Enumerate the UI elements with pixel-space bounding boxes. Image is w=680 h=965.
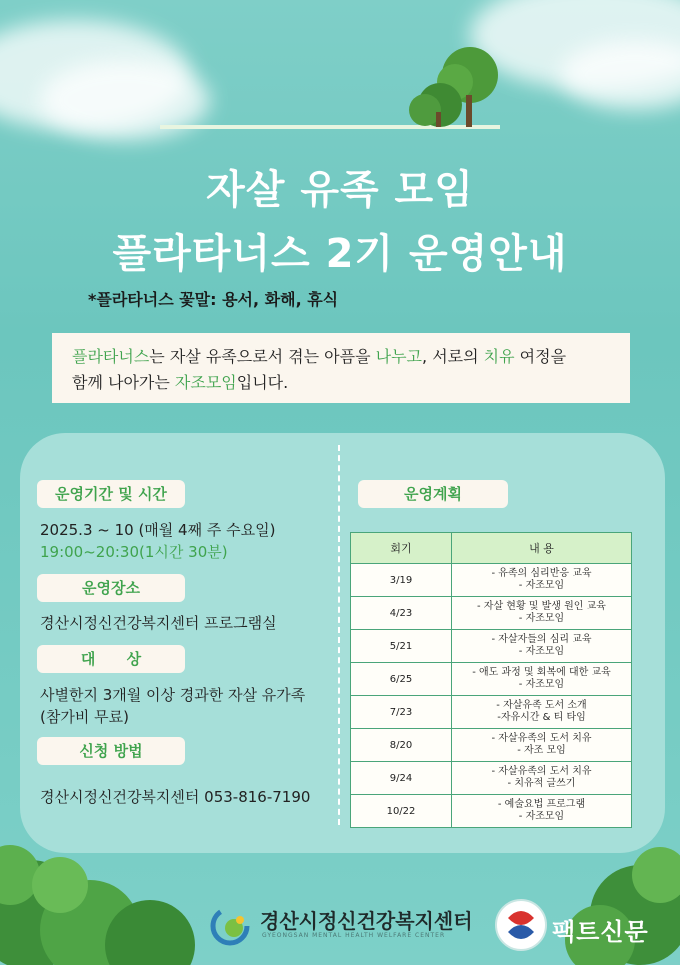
- table-row: [351, 564, 632, 597]
- page-title-line2: 플라타너스 2기 운영안내: [112, 231, 568, 277]
- row-date: 3/19: [351, 564, 452, 597]
- intro-text: 입니다.: [236, 373, 289, 392]
- center-name-en: GYEONGSAN MENTAL HEALTH WELFARE CENTER: [262, 932, 446, 939]
- intro-text: 여정을: [514, 347, 567, 366]
- row-date: 9/24: [351, 762, 452, 795]
- plan-table-header: [351, 533, 632, 564]
- press-name: 팩트신문: [552, 918, 649, 946]
- row-date: 5/21: [351, 630, 452, 663]
- table-row: [351, 663, 632, 696]
- intro-highlight-selfhelp: 자조모임: [174, 373, 237, 392]
- tree-illustration: [160, 40, 530, 135]
- table-row: [351, 795, 632, 828]
- row-content: - 자살유족의 도서 치유 - 치유적 글쓰기: [452, 762, 632, 795]
- target-label: 대 상: [37, 645, 185, 673]
- intro-highlight-share: 나누고: [375, 347, 423, 366]
- intro-highlight-healing: 치유: [483, 347, 515, 366]
- table-row: [351, 729, 632, 762]
- col-content-header: 내 용: [452, 533, 632, 564]
- press-logo-icon: [494, 898, 548, 952]
- row-date: 4/23: [351, 597, 452, 630]
- plan-label: 운영계획: [358, 480, 508, 508]
- period-time: 19:00~20:30(1시간 30분): [40, 543, 228, 561]
- row-date: 10/22: [351, 795, 452, 828]
- row-content: - 자살유족의 도서 치유 - 자조 모임: [452, 729, 632, 762]
- row-content: - 자살자들의 심리 교육 - 자조모임: [452, 630, 632, 663]
- intro-text: 는 자살 유족으로서 겪는 아픔을: [149, 347, 376, 366]
- row-content: - 예술요법 프로그램 - 자조모임: [452, 795, 632, 828]
- col-round-header: 회기: [351, 533, 452, 564]
- row-date: 7/23: [351, 696, 452, 729]
- row-date: 6/25: [351, 663, 452, 696]
- row-content: - 애도 과정 및 회복에 대한 교육 - 자조모임: [452, 663, 632, 696]
- table-row: [351, 630, 632, 663]
- plan-table: [350, 532, 632, 828]
- table-row: [351, 762, 632, 795]
- subtitle-flower-meaning: *플라타너스 꽃말: 용서, 화해, 휴식: [88, 290, 339, 309]
- target-line2: (참가비 무료): [40, 708, 129, 726]
- page-title-line1: 자살 유족 모임: [206, 167, 474, 213]
- apply-value: 경산시정신건강복지센터 053-816-7190: [40, 788, 311, 806]
- intro-highlight-platanus: 플라타너스: [72, 347, 150, 366]
- table-row: [351, 597, 632, 630]
- intro-text: , 서로의: [422, 347, 484, 366]
- apply-label: 신청 방법: [37, 737, 185, 765]
- intro-box: [52, 333, 630, 403]
- panel-divider: [338, 445, 340, 825]
- bush-right: [560, 845, 680, 965]
- place-value: 경산시정신건강복지센터 프로그램실: [40, 614, 277, 632]
- center-name: 경산시정신건강복지센터: [260, 909, 473, 933]
- center-logo-icon: [210, 906, 254, 946]
- row-content: - 유족의 심리반응 교육 - 자조모임: [452, 564, 632, 597]
- intro-text: 함께 나아가는: [72, 373, 175, 392]
- row-content: - 자살유족 도서 소개 -자유시간 & 티 타임: [452, 696, 632, 729]
- place-label: 운영장소: [37, 574, 185, 602]
- table-row: [351, 696, 632, 729]
- period-dates: 2025.3 ~ 10 (매월 4째 주 수요일): [40, 521, 276, 539]
- target-line1: 사별한지 3개월 이상 경과한 자살 유가족: [40, 686, 306, 704]
- bush-left: [0, 835, 210, 965]
- row-content: - 자살 현황 및 발생 원인 교육 - 자조모임: [452, 597, 632, 630]
- row-date: 8/20: [351, 729, 452, 762]
- period-label: 운영기간 및 시간: [37, 480, 185, 508]
